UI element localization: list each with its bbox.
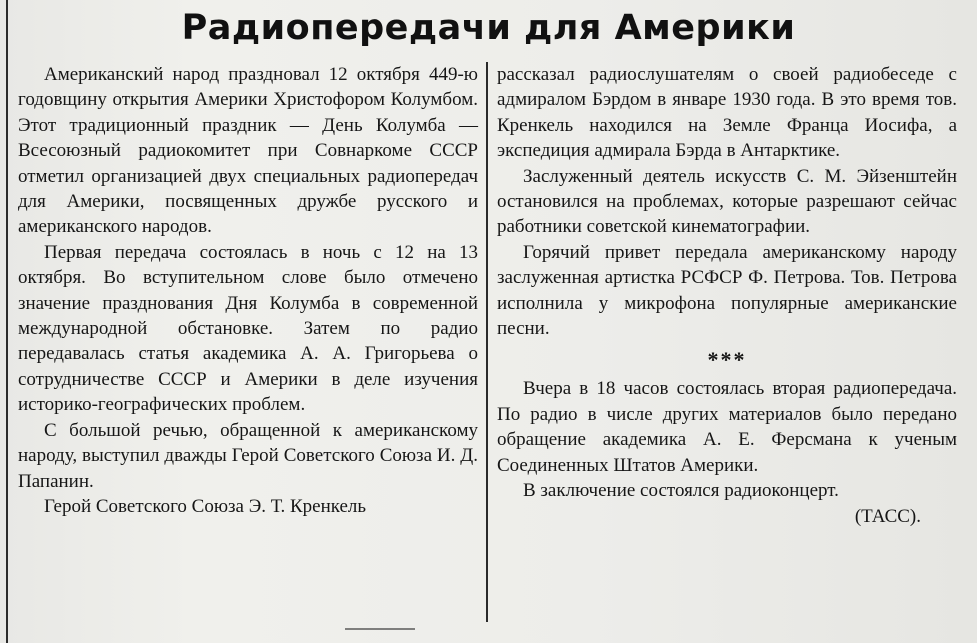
right-column (497, 62, 957, 529)
article-headline: Радиопередачи для Америки (181, 8, 796, 48)
next-article-fragment (345, 628, 415, 640)
paragraph: Вчера в 18 часов состоялась вторая радиопередача. По радио в числе других материалов было передано обращение академика А. Е. Ферсмана к ученым Соединенных Штатов Америки. (497, 378, 957, 476)
section-separator: *** (707, 347, 747, 373)
paragraph: Американский народ праздновал 12 октября 449-ю годовщину открытия Америки Христофором Колумбом. Этот традиционный праздник — День Колумба — Всесоюзный радиокомитет при Совнаркоме СССР отметил организацией двух специальных радиопередач для Америки, посвященных дружбе русского и американского народов. (18, 64, 478, 238)
paragraph: В заключение состоялся радиоконцерт. (523, 480, 839, 502)
paragraph: Герой Советского Союза Э. Т. Кренкель (44, 495, 367, 517)
paragraph: С большой речью, обращенной к американскому народу, выступил дважды Герой Советского Союза И. Д. Папанин. (18, 419, 478, 492)
agency-signoff: (ТАСС). (854, 505, 921, 527)
paragraph: Заслуженный деятель искусств С. М. Эйзенштейн остановился на проблемах, которые разрешают сейчас работники советской кинематографии. (497, 165, 957, 238)
page-edge-rule (6, 0, 8, 643)
column-divider (486, 62, 488, 622)
left-column (18, 62, 478, 519)
paragraph: Первая передача состоялась в ночь с 12 на 13 октября. Во вступительном слове было отмечено значение празднования Дня Колумба в современной международной обстановке. Затем по радио передавалась статья академика А. А. Григорьева о сотрудничестве СССР и Америки в деле изучения историко-географических проблем. (18, 241, 478, 416)
paragraph: рассказал радиослушателям о своей радиобеседе с адмиралом Бэрдом в январе 1930 года. В это время тов. Кренкель находился на Земле Франца Иосифа, а экспедиция адмирала Бэрда в Антарктике. (497, 64, 957, 162)
paragraph: Горячий привет передала американскому народу заслуженная артистка РСФСР Ф. Петрова. Тов. Петрова исполнила у микрофона популярные американские песни. (497, 241, 957, 340)
